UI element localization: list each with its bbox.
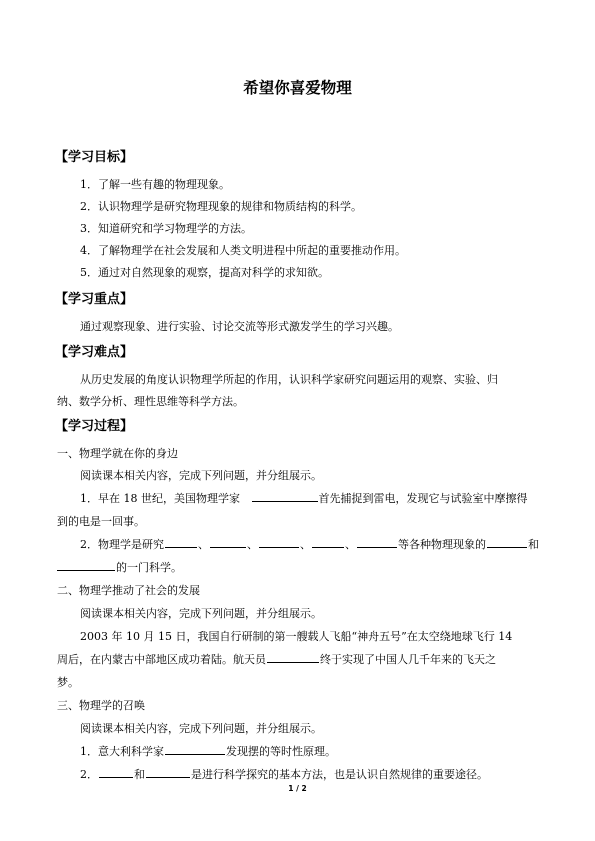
difficulty-heading: 【学习难点】 xyxy=(55,345,134,360)
objective-item: 1．了解一些有趣的物理现象。 xyxy=(80,178,230,191)
question-text: 1．早在 18 世纪，美国物理学家 xyxy=(80,492,240,505)
answer-blank[interactable] xyxy=(99,766,133,778)
separator: 、 xyxy=(198,538,209,551)
answer-blank[interactable] xyxy=(312,536,344,548)
question-text: 1．意大利科学家 xyxy=(80,745,164,758)
page-number: 1 / 2 xyxy=(288,784,307,793)
part2-title: 二、物理学推动了社会的发展 xyxy=(57,584,200,597)
page-title: 希望你喜爱物理 xyxy=(243,79,352,97)
answer-blank[interactable] xyxy=(487,536,527,548)
answer-blank[interactable] xyxy=(165,743,225,755)
question-3-line xyxy=(80,743,336,759)
difficulty-text-line: 从历史发展的角度认识物理学所起的作用，认识科学家研究问题运用的观察、实验、归 xyxy=(80,373,498,386)
answer-blank[interactable] xyxy=(259,536,299,548)
part3-intro: 阅读课本相关内容，完成下列问题，并分组展示。 xyxy=(80,722,322,735)
question-text: 和 xyxy=(528,538,539,551)
separator: 、 xyxy=(345,538,356,551)
question-text: 周后，在内蒙古中部地区成功着陆。航天员 xyxy=(57,653,266,666)
question-text: 终于实现了中国人几千年来的飞天之 xyxy=(320,653,496,666)
part1-intro: 阅读课本相关内容，完成下列问题，并分组展示。 xyxy=(80,469,322,482)
part2-paragraph-line xyxy=(57,651,496,667)
question-1-line xyxy=(80,490,528,506)
difficulty-text-line: 纳、数学分析、理性思维等科学方法。 xyxy=(57,395,244,408)
part2-intro: 阅读课本相关内容，完成下列问题，并分组展示。 xyxy=(80,607,322,620)
answer-blank[interactable] xyxy=(146,766,190,778)
question-text: 2．物理学是研究 xyxy=(80,538,164,551)
objective-item: 3．知道研究和学习物理学的方法。 xyxy=(80,222,252,235)
separator: 、 xyxy=(247,538,258,551)
question-text: 和 xyxy=(134,768,145,781)
answer-blank[interactable] xyxy=(165,536,197,548)
separator: 、 xyxy=(300,538,311,551)
question-text: 是进行科学探究的基本方法，也是认识自然规律的重要途径。 xyxy=(191,768,488,781)
question-text: 2． xyxy=(80,768,98,781)
process-heading: 【学习过程】 xyxy=(55,419,134,434)
answer-blank[interactable] xyxy=(357,536,397,548)
question-text: 等各种物理现象的 xyxy=(398,538,486,551)
part2-paragraph-line: 2003 年 10 月 15 日，我国自行研制的第一艘载人飞船“神舟五号”在太空绕地球飞行 14 xyxy=(80,630,513,643)
part2-paragraph-line: 梦。 xyxy=(57,676,79,689)
focus-text: 通过观察现象、进行实验、讨论交流等形式激发学生的学习兴趣。 xyxy=(80,320,399,333)
answer-blank[interactable] xyxy=(57,559,115,571)
question-text: 的一门科学。 xyxy=(116,561,182,574)
answer-blank[interactable] xyxy=(210,536,246,548)
objectives-heading: 【学习目标】 xyxy=(55,150,134,165)
question-text: 首先捕捉到雷电，发现它与试验室中摩擦得 xyxy=(318,492,528,505)
answer-blank[interactable] xyxy=(252,490,318,502)
part1-title: 一、物理学就在你的身边 xyxy=(57,447,178,460)
objective-item: 5．通过对自然现象的观察，提高对科学的求知欲。 xyxy=(80,266,329,279)
objective-item: 2．认识物理学是研究物理现象的规律和物质结构的科学。 xyxy=(80,200,362,213)
question-4-line xyxy=(80,766,488,782)
focus-heading: 【学习重点】 xyxy=(55,292,134,307)
answer-blank[interactable] xyxy=(267,651,319,663)
part3-title: 三、物理学的召唤 xyxy=(57,699,145,712)
question-2-line xyxy=(80,536,539,552)
question-text: 发现摆的等时性原理。 xyxy=(226,745,336,758)
question-1-continued: 到的电是一回事。 xyxy=(57,515,145,528)
question-2-continued xyxy=(57,559,182,575)
objective-item: 4．了解物理学在社会发展和人类文明进程中所起的重要推动作用。 xyxy=(80,244,406,257)
